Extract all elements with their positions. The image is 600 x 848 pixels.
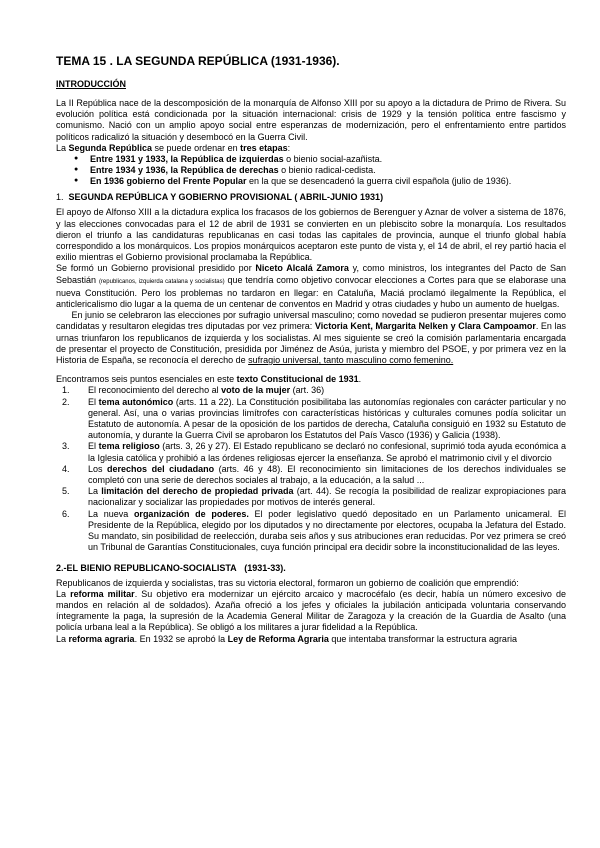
section-1-heading <box>56 192 566 202</box>
text: . En 1932 se aprobó la <box>134 633 228 644</box>
text: (arts. 11 a 22). La Constitución posibilitaba las autonomías regionales con carácter particular y no general. Así, una o varias provincias limítrofes con características históricas y culturales comunes podía solicitar un Estatuto de autonomía. A pesar de la oposición de los partidos de derecha, Cataluña consiguió en 1932 su Estatuto de autonomía, y durante la Guerra Civil se aprobaron los Estatutos del País Vasco (1936) y Galicia (1938). <box>88 396 566 441</box>
section-2-heading <box>56 563 566 573</box>
document-title: TEMA 15 . LA SEGUNDA REPÚBLICA (1931-1936). <box>56 54 340 68</box>
text: (arts. 46 y 48). El reconocimiento sin limitaciones de los derechos individuales se completó con una serie de derechos sociales al trabajo, a la educación, a la salud ... <box>88 463 566 486</box>
list-item <box>74 176 566 187</box>
text: Encontramos seis puntos esenciales en este <box>56 374 237 385</box>
section-2-paragraph-2 <box>56 589 566 634</box>
list-item <box>56 397 566 442</box>
bold-text: Ley de Reforma Agraria <box>227 633 329 644</box>
item-number: 3. <box>62 441 70 452</box>
text: La <box>56 633 69 644</box>
stage-rest: en la que se desencadenó la guerra civil española (julio de 1936). <box>246 175 512 186</box>
text: . En las urnas triunfaron los republicanos de izquierda y los socialistas. Al mes siguiente se creó la comisión parlamentaria encargada de presentar el proyecto de Constitución, presidida por Jiménez de Asúa, jurista y miembro del PSOE, y por primera vez en la Historia de España, se reconocía el derecho de <box>56 321 567 366</box>
bold-text: tres etapas <box>240 142 288 153</box>
list-item <box>74 165 566 176</box>
intro-heading: INTRODUCCIÓN <box>56 79 126 89</box>
text: . <box>358 374 362 385</box>
item-number: 5. <box>62 486 70 497</box>
stage-rest: o bienio radical-cedista. <box>278 164 376 175</box>
text: . Su objetivo era modernizar un ejército arcaico y macrocéfalo (es decir, había un número excesivo de mandos en relación al de soldados). Azaña ofreció a los jefes y oficiales la jubilación anticipada voluntaria conservando íntegramente la paga, la supresión de la Academia General Militar de Zaragoza y la creación de la Guardia de Asalto (una policía urbana leal a la República). Se obligó a los militares a jurar fidelidad a la República. <box>56 588 566 633</box>
list-item <box>56 441 566 463</box>
list-item <box>56 509 566 554</box>
bold-text: derechos del ciudadano <box>107 463 215 474</box>
stages-list <box>56 154 566 186</box>
section-title: 2.-EL BIENIO REPUBLICANO-SOCIALISTA <box>56 562 237 573</box>
item-text <box>88 441 566 463</box>
stages-intro <box>56 143 566 154</box>
stage-bold: Entre 1934 y 1936, la República de derechas <box>90 164 279 175</box>
item-text <box>88 509 566 554</box>
text: que intentaba transformar la estructura agraria <box>328 633 517 644</box>
section-1-paragraph-1: El apoyo de Alfonso XIII a la dictadura explica los fracasos de los gobiernos de Berenguer y Aznar de volver a sistema de 1876, y las elecciones convocadas para el 12 de abril de 1931 se convierten en un plebiscito sobre la monarquía. Los resultados dieron el triunfo a las candidaturas republicanas en casi todas las capitales de provincia, aunque el triunfo global había correspondido a los monárquicos. Los propios monárquicos aceptaron este punto de vista y, el 14 de abril, el rey partió hacia el exilio mientras el Gobierno provisional proclamaba la República. <box>56 207 566 263</box>
text: En junio se celebraron las elecciones por sufragio universal masculino; como novedad se pudieron presentar mujeres como candidatas y resultaron elegidas tres diputadas por vez primera: <box>56 310 566 332</box>
text: El <box>88 396 99 407</box>
bold-text: Niceto Alcalá Zamora <box>255 263 349 274</box>
stage-bold: Entre 1931 y 1933, la República de izquierdas <box>90 154 284 165</box>
text: La nueva <box>88 508 134 519</box>
section-2-paragraph-3 <box>56 634 566 645</box>
bold-text: tema autonómico <box>98 396 174 407</box>
section-number: 1. <box>56 192 64 203</box>
item-text <box>88 486 566 508</box>
bold-text: Segunda República <box>68 142 153 153</box>
text: (art. 36) <box>290 385 325 396</box>
item-text <box>88 464 566 486</box>
underlined-text: sufragio universal, tanto masculino como femenino. <box>248 355 454 366</box>
stage-rest: o bienio social-azañista. <box>283 154 383 165</box>
text: que tendría como objetivo convocar elecciones a Cortes para que se elaborase una nueva Constitución. Pero los problemas no tardaron en llegar: en Cataluña, Maciá proclamó ilegalmente la República, el anticlericalismo dio lugar a la quema de un centenar de conventos en Madrid y otras ciudades y hubo un aumento de huelgas. <box>56 274 566 310</box>
item-number: 4. <box>62 463 70 474</box>
section-1-paragraph-3 <box>56 310 566 366</box>
list-item <box>56 385 566 396</box>
text: Se formó un Gobierno provisional presidido por <box>56 263 256 274</box>
text: La <box>56 142 69 153</box>
bold-text: texto Constitucional de 1931 <box>236 374 359 385</box>
item-text <box>88 385 566 396</box>
text: y, como ministros, los integrantes del Pacto de San Sebastián <box>56 263 566 285</box>
list-item <box>56 486 566 508</box>
stage-bold: En 1936 gobierno del Frente Popular <box>90 175 247 186</box>
text: Los <box>88 463 108 474</box>
text: El reconocimiento del derecho al <box>88 385 222 396</box>
item-text <box>88 397 566 442</box>
text: : <box>287 142 291 153</box>
section-1-paragraph-2 <box>56 263 566 310</box>
bold-text: reforma militar <box>70 588 135 599</box>
text: La <box>56 588 71 599</box>
bold-text: tema religioso <box>98 441 160 452</box>
list-item <box>56 464 566 486</box>
small-text: (republicanos, izquierda catalana y socialistas) <box>98 278 225 285</box>
text: (arts. 3, 26 y 27). El Estado republicano se declaró no confesional, suprimió toda ayuda económica a la Iglesia católica y prohibió a las órdenes religiosas ejercer la enseñanza. Se aprobó el matrimonio civil y el divorcio <box>88 441 566 463</box>
text: (art. 44). Se recogía la posibilidad de realizar expropiaciones para nacionalizar y socializar las propiedades por motivos de interés general. <box>88 486 566 508</box>
section-years: (1931-33). <box>244 562 286 573</box>
bold-text: reforma agraria <box>68 633 135 644</box>
intro-paragraph: La II República nace de la descomposición de la monarquía de Alfonso XIII por su apoyo a la dictadura de Primo de Rivera. Su evolución política está condicionada por la situación internacional: crisis de 1929 y la tensión política entre fascismo y comunismo. Nació con un amplio apoyo social entre esperanzas de modernización, pero el enfrentamiento entre partidos políticos radicalizó la situación y desembocó en la Guerra Civil. <box>56 98 566 142</box>
item-number: 2. <box>62 396 70 407</box>
bold-text: voto de la mujer <box>221 385 291 396</box>
section-title: SEGUNDA REPÚBLICA Y GOBIERNO PROVISIONAL ( ABRIL-JUNIO 1931) <box>68 192 384 203</box>
text: El poder legislativo quedó depositado en un Parlamento unicameral. El Presidente de la República, elegido por los diputados y no directamente por electores, ocupaba la Jefatura del Estado. Su mandato, sin posibilidad de reelección, duraba seis años y sus atribuciones eran reducidas. Por vez primera se creó un Tribunal de Garantías Constitucionales, cuya función principal era decidir sobre la inconstitucionalidad de las leyes. <box>88 508 566 553</box>
item-number: 1. <box>62 385 70 396</box>
text: La <box>88 486 102 497</box>
constitution-intro <box>56 374 566 385</box>
section-2-paragraph-1: Republicanos de izquierda y socialistas, tras su victoria electoral, formaron un gobierno de coalición que emprendió: <box>56 577 519 588</box>
bold-text: Victoria Kent, Margarita Nelken y Clara Campoamor <box>314 321 536 332</box>
constitution-list <box>56 385 566 553</box>
bold-text: organización de poderes. <box>133 508 249 519</box>
list-item <box>74 154 566 165</box>
bold-text: limitación del derecho de propiedad privada <box>101 486 294 497</box>
text: se puede ordenar en <box>152 142 241 153</box>
text: El <box>88 441 99 452</box>
item-number: 6. <box>62 508 70 519</box>
